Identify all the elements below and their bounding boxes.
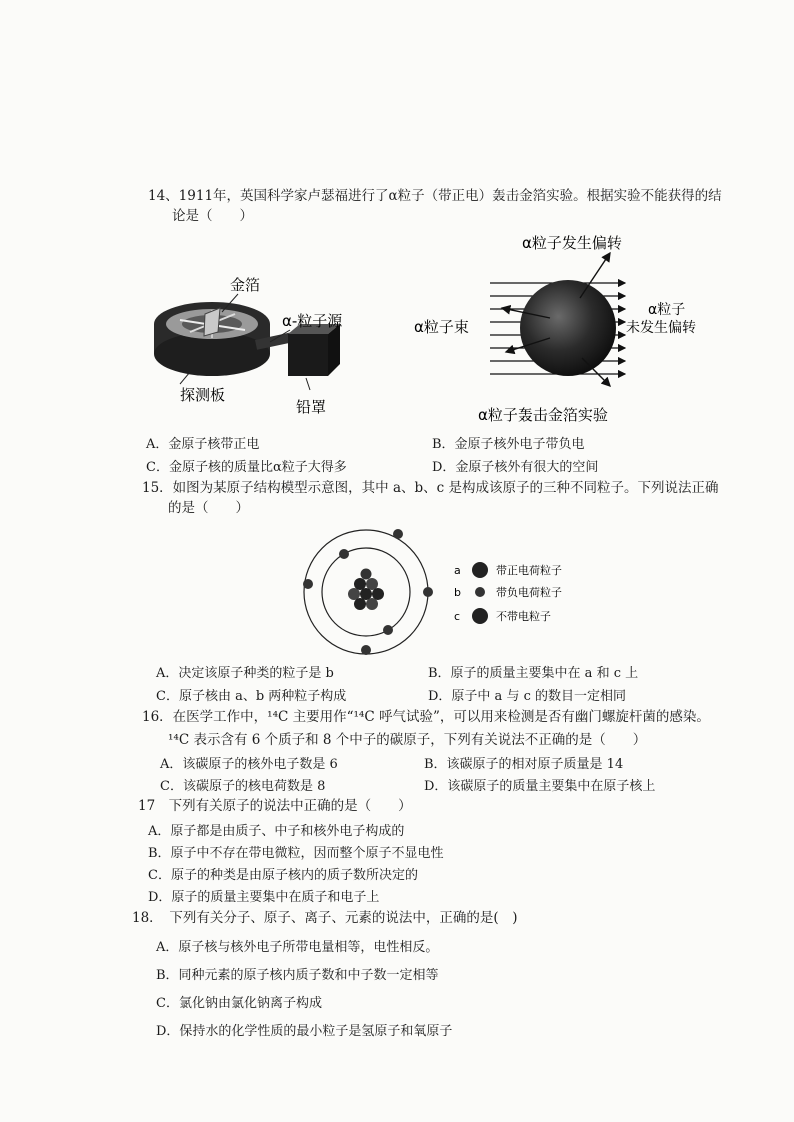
q17-option-a: A．原子都是由质子、中子和核外电子构成的 <box>148 824 405 839</box>
q17-option-c: C．原子的种类是由原子核内的质子数所决定的 <box>148 868 418 883</box>
detector-label: 探测板 <box>180 386 226 404</box>
q18-stem: 18． 下列有关分子、原子、离子、元素的说法中，正确的是( ) <box>132 910 518 926</box>
alpha-scattering-figure <box>410 228 700 428</box>
q16-option-d: D．该碳原子的质量主要集中在原子核上 <box>424 779 656 794</box>
electron <box>303 579 313 589</box>
q16-option-c: C．该碳原子的核电荷数是 8 <box>160 779 326 794</box>
q18-option-c: C．氯化钠由氯化钠离子构成 <box>156 996 322 1011</box>
q16-option-a: A．该碳原子的核外电子数是 6 <box>160 757 338 772</box>
electron <box>393 529 403 539</box>
q14-option-b: B．金原子核外电子带负电 <box>432 437 585 452</box>
atom-model-figure <box>300 522 590 662</box>
not-deflected-label-1: α粒子 <box>648 302 686 318</box>
q17-option-b: B．原子中不存在带电微粒，因而整个原子不显电性 <box>148 846 444 861</box>
q15-option-b: B．原子的质量主要集中在 a 和 c 上 <box>428 666 639 681</box>
gold-atom-sphere <box>520 280 616 376</box>
q18-option-b: B．同种元素的原子核内质子数和中子数一定相等 <box>156 968 439 983</box>
not-deflected-label-2: 未发生偏转 <box>626 320 696 336</box>
electron <box>361 645 371 655</box>
q14-option-c: C．金原子核的质量比α粒子大得多 <box>146 460 347 475</box>
legend-c-label: 不带电粒子 <box>496 610 551 623</box>
q14-option-a: A．金原子核带正电 <box>146 437 260 452</box>
lead-box <box>288 334 328 376</box>
legend-c-letter: c <box>454 610 461 623</box>
q18-option-d: D．保持水的化学性质的最小粒子是氢原子和氧原子 <box>156 1024 453 1039</box>
q14-stem-line1: 14、1911年，英国科学家卢瑟福进行了α粒子（带正电）轰击金箔实验。根据实验不能获得的结 <box>148 188 722 204</box>
electron <box>383 625 393 635</box>
legend-b-label: 带负电荷粒子 <box>496 586 562 599</box>
legend-a-ball <box>472 562 488 578</box>
lead-box-label: 铅罩 <box>296 398 327 416</box>
q14-stem-line2: 论是（ ） <box>172 208 253 224</box>
q15-option-c: C．原子核由 a、b 两种粒子构成 <box>156 689 347 704</box>
q16-stem-line2: ¹⁴C 表示含有 6 个质子和 8 个中子的碳原子，下列有关说法不正确的是（ ） <box>168 732 647 748</box>
q15-stem-line1: 15．如图为某原子结构模型示意图，其中 a、b、c 是构成该原子的三种不同粒子。下列说法正确 <box>142 480 719 496</box>
legend-a-label: 带正电荷粒子 <box>496 564 562 577</box>
legend-a-letter: a <box>454 564 461 577</box>
q15-option-a: A．决定该原子种类的粒子是 b <box>156 666 334 681</box>
electron <box>423 587 433 597</box>
q17-option-d: D．原子的质量主要集中在质子和电子上 <box>148 890 380 905</box>
q18-option-a: A．原子核与核外电子所带电量相等，电性相反。 <box>156 940 439 955</box>
legend-b-ball <box>475 587 485 597</box>
scattering-caption: α粒子轰击金箔实验 <box>478 406 608 424</box>
q16-option-b: B．该碳原子的相对原子质量是 14 <box>424 757 624 772</box>
q17-stem: 17 下列有关原子的说法中正确的是（ ） <box>138 798 412 814</box>
deflected-label: α粒子发生偏转 <box>522 234 622 252</box>
gold-foil-apparatus-figure <box>150 272 400 422</box>
q16-stem-line1: 16．在医学工作中，¹⁴C 主要用作“¹⁴C 呼气试验”，可以用来检测是否有幽门螺旋杆菌的感染。 <box>142 709 710 725</box>
alpha-beam-label: α粒子束 <box>414 318 469 336</box>
q14-option-d: D．金原子核外有很大的空间 <box>432 460 599 475</box>
gold-foil-label: 金箔 <box>230 276 261 294</box>
electron <box>339 549 349 559</box>
legend-c-ball <box>472 608 488 624</box>
q15-stem-line2: 的是（ ） <box>168 500 249 516</box>
q15-option-d: D．原子中 a 与 c 的数目一定相同 <box>428 689 626 704</box>
nucleus <box>348 569 384 611</box>
alpha-source-label: α-粒子源 <box>282 312 343 330</box>
legend-b-letter: b <box>454 586 461 599</box>
